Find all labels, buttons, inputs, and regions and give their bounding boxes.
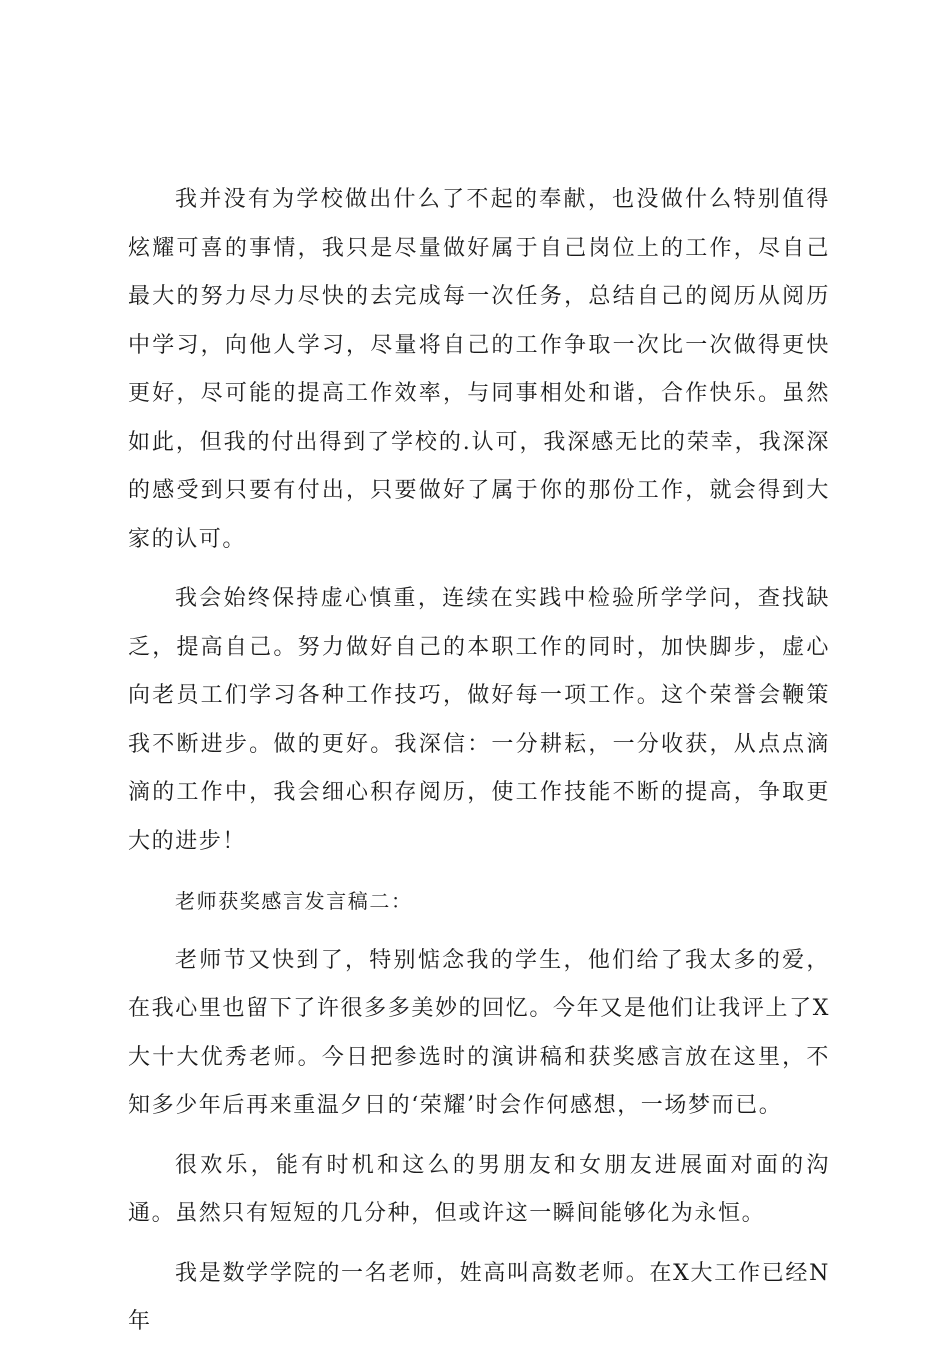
paragraph-5: 我是数学学院的一名老师，姓高叫高数老师。在X大工作已经N年 xyxy=(128,1260,830,1334)
section-heading: 老师获奖感言发言稿二： xyxy=(175,889,413,913)
paragraph-3: 老师节又快到了，特别惦念我的学生，他们给了我太多的爱，在我心里也留下了许很多多美妙的回忆。今年又是他们让我评上了X大十大优秀老师。今日把参选时的演讲稿和获奖感言放在这里，不知多少年后再来重温夕日的‘荣耀’时会作何感想，一场梦而已。 xyxy=(128,947,830,1118)
paragraph-2: 我会始终保持虚心慎重，连续在实践中检验所学学问，查找缺乏，提高自己。努力做好自己的本职工作的同时，加快脚步，虚心向老员工们学习各种工作技巧，做好每一项工作。这个荣誉会鞭策我不断进步。做的更好。我深信：一分耕耘，一分收获，从点点滴滴的工作中，我会细心积存阅历，使工作技能不断的提高，争取更大的进步！ xyxy=(128,586,830,854)
paragraph-4: 很欢乐，能有时机和这么的男朋友和女朋友进展面对面的沟通。虽然只有短短的几分种，但或许这一瞬间能够化为永恒。 xyxy=(128,1152,830,1226)
paragraph-1: 我并没有为学校做出什么了不起的奉献，也没做什么特别值得炫耀可喜的事情，我只是尽量做好属于自己岗位上的工作，尽自己最大的努力尽力尽快的去完成每一次任务，总结自己的阅历从阅历中学习，向他人学习，尽量将自己的工作争取一次比一次做得更快更好，尽可能的提高工作效率，与同事相处和谐，合作快乐。虽然如此，但我的付出得到了学校的.认可，我深感无比的荣幸，我深深的感受到只要有付出，只要做好了属于你的那份工作，就会得到大家的认可。 xyxy=(128,187,830,552)
document-body xyxy=(128,176,830,1358)
